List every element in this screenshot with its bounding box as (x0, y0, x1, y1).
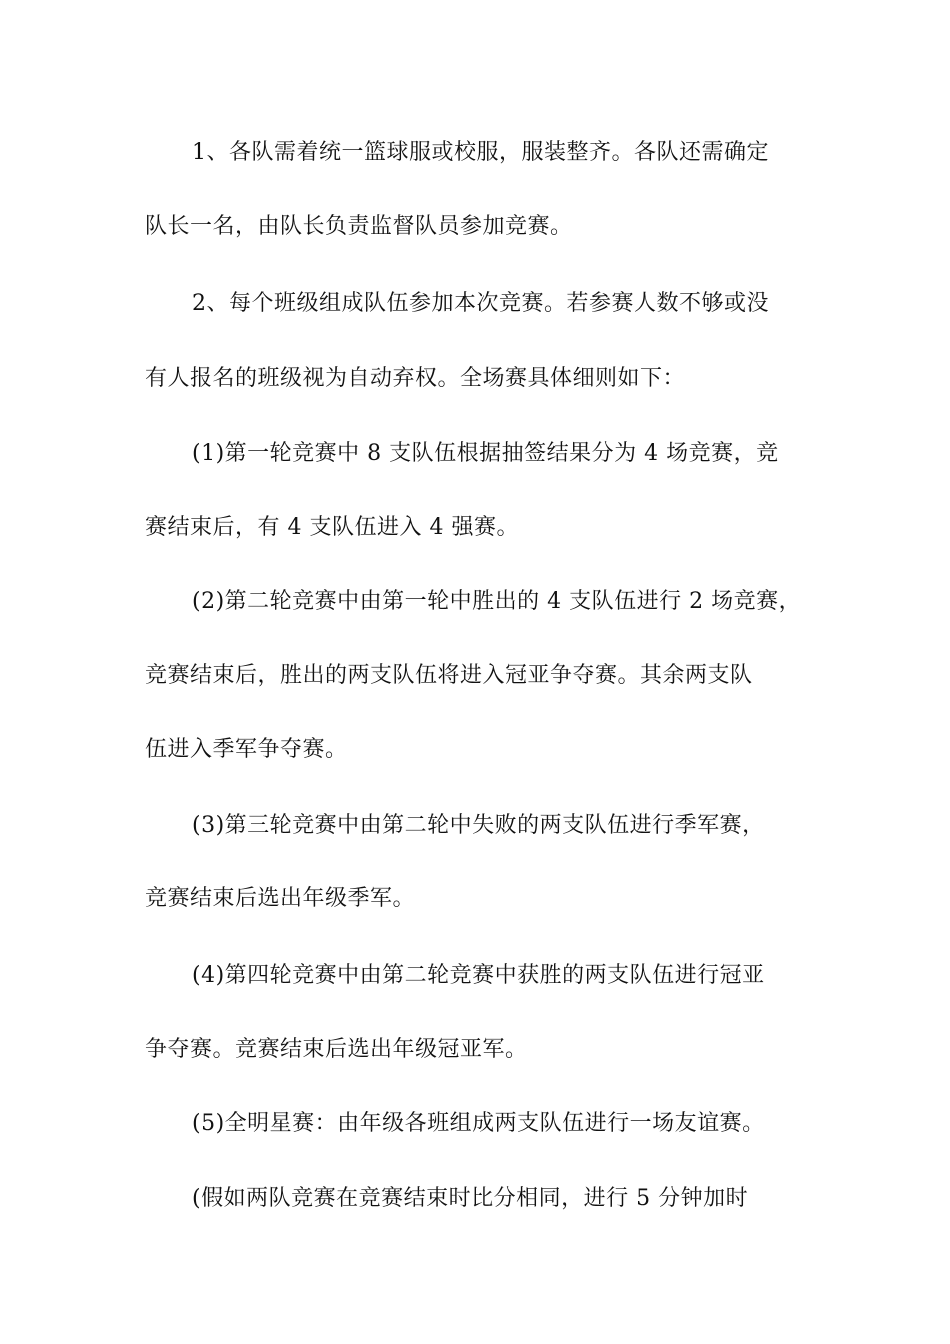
rule-4-line-1: (4)第四轮竞赛中由第二轮竞赛中获胜的两支队伍进行冠亚 (192, 963, 765, 988)
rule-1-line-1: (1)第一轮竞赛中 8 支队伍根据抽签结果分为 4 场竞赛，竞 (192, 441, 779, 466)
rule-5-line: (5)全明星赛：由年级各班组成两支队伍进行一场友谊赛。 (192, 1111, 765, 1136)
paragraph-1-line-2: 队长一名，由队长负责监督队员参加竞赛。 (145, 214, 573, 239)
rule-1-line-2: 赛结束后，有 4 支队伍进入 4 强赛。 (145, 515, 519, 540)
rule-3-line-1: (3)第三轮竞赛中由第二轮中失败的两支队伍进行季军赛， (192, 813, 765, 838)
paragraph-2-line-1: 2、每个班级组成队伍参加本次竞赛。若参赛人数不够或没 (192, 291, 769, 316)
paragraph-1-line-1: 1、各队需着统一篮球服或校服，服装整齐。各队还需确定 (192, 140, 769, 165)
rule-2-line-1: (2)第二轮竞赛中由第一轮中胜出的 4 支队伍进行 2 场竞赛， (192, 589, 802, 614)
rule-2-line-3: 伍进入季军争夺赛。 (145, 737, 348, 762)
rule-2-line-2: 竞赛结束后，胜出的两支队伍将进入冠亚争夺赛。其余两支队 (145, 663, 753, 688)
rule-4-line-2: 争夺赛。竞赛结束后选出年级冠亚军。 (145, 1037, 528, 1062)
tiebreak-note-line: (假如两队竞赛在竞赛结束时比分相同，进行 5 分钟加时 (192, 1186, 749, 1211)
rule-3-line-2: 竞赛结束后选出年级季军。 (145, 886, 416, 911)
paragraph-2-line-2: 有人报名的班级视为自动弃权。全场赛具体细则如下： (145, 366, 686, 391)
